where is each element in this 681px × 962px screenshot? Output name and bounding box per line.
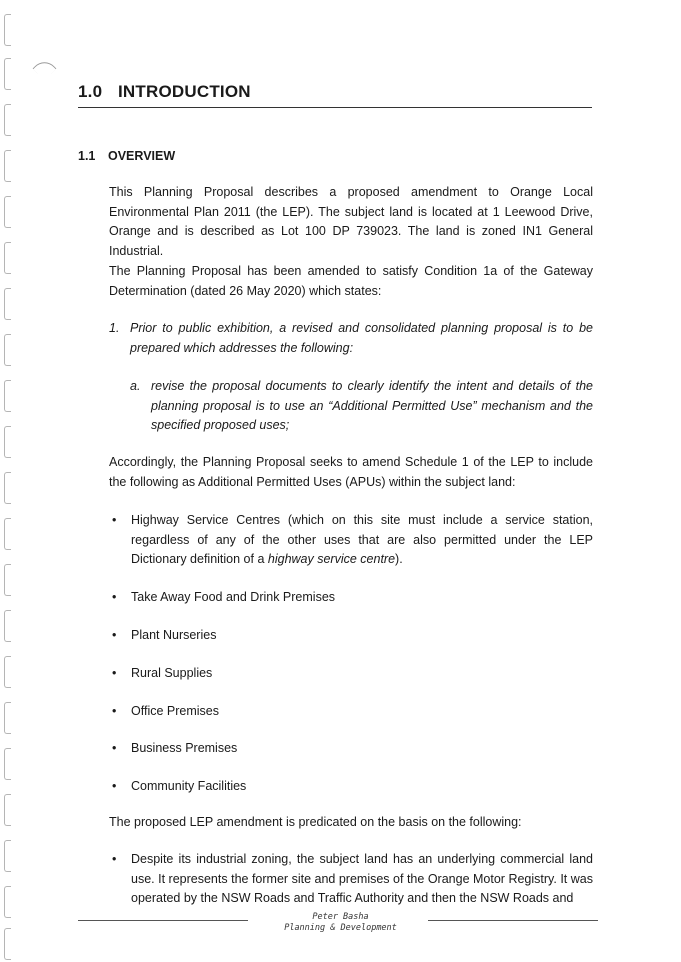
list-item-text: Business Premises <box>131 741 238 755</box>
condition-sub-text: revise the proposal documents to clearly identify the intent and details of the planning proposal is to use an “Additional Permitted Use” mechanism and the specified proposed uses; <box>151 379 593 432</box>
list-item-text: Plant Nurseries <box>131 628 217 642</box>
paragraph-gateway: The Planning Proposal has been amended to satisfy Condition 1a of the Gateway Determination (dated 26 May 2020) which states: <box>109 264 593 298</box>
subsection-number: 1.1 <box>78 149 96 163</box>
paragraph-basis: The proposed LEP amendment is predicated on the basis on the following: <box>109 815 522 829</box>
bullet-icon: • <box>112 704 117 718</box>
list-item <box>112 777 593 797</box>
section-heading <box>78 82 592 108</box>
list-item-text: Despite its industrial zoning, the subject land has an underlying commercial land use. It represents the former site and premises of the Orange Motor Registry. It was operated by the NSW Roads and Traffic Authority and then the NSW Roads and <box>131 852 593 905</box>
bullet-icon: • <box>112 852 117 866</box>
list-item <box>112 702 593 722</box>
binding-holes <box>0 0 20 962</box>
list-item <box>112 664 593 684</box>
condition-text: Prior to public exhibition, a revised and consolidated planning proposal is to be prepared which addresses the following: <box>130 321 593 355</box>
scan-mark <box>32 56 56 80</box>
section-title: INTRODUCTION <box>118 82 251 101</box>
list-item <box>112 626 593 646</box>
condition-item <box>109 319 593 358</box>
bullet-icon: • <box>112 741 117 755</box>
condition-marker: 1. <box>109 321 120 335</box>
list-item <box>112 739 593 759</box>
list-item-text: Community Facilities <box>131 779 247 793</box>
list-item-text: Highway Service Centres (which on this site must include a service station, regardless of any of the other uses that are also permitted under the LEP Dictionary definition of a <box>131 513 593 566</box>
list-item-text: Rural Supplies <box>131 666 213 680</box>
list-item-text: Take Away Food and Drink Premises <box>131 590 336 604</box>
paragraph-intro: This Planning Proposal describes a proposed amendment to Orange Local Environmental Plan 2011 (the LEP). The subject land is located at 1 Leewood Drive, Orange and is described as Lot 100 DP 739023. The land is zoned IN1 General Industrial. <box>109 185 593 258</box>
bullet-icon: • <box>112 779 117 793</box>
page-footer <box>0 912 681 934</box>
list-item <box>112 511 593 570</box>
bullet-icon: • <box>112 590 117 604</box>
list-item-text: Office Premises <box>131 704 219 718</box>
bullet-icon: • <box>112 628 117 642</box>
footer-company: Planning & Development <box>284 923 397 933</box>
condition-sub-marker: a. <box>130 379 141 393</box>
paragraph-apus: Accordingly, the Planning Proposal seeks to amend Schedule 1 of the LEP to include the following as Additional Permitted Uses (APUs) within the subject land: <box>109 455 593 489</box>
list-item-text-end: ). <box>395 552 403 566</box>
list-item <box>112 850 593 909</box>
list-item <box>112 588 593 608</box>
subsection-heading <box>78 149 175 163</box>
bullet-icon: • <box>112 666 117 680</box>
bullet-icon: • <box>112 513 117 527</box>
condition-subitem <box>130 377 593 436</box>
section-number: 1.0 <box>78 82 103 101</box>
subsection-title: OVERVIEW <box>108 149 176 163</box>
footer-name: Peter Basha <box>312 912 369 922</box>
list-item-emphasis: highway service centre <box>267 552 396 566</box>
